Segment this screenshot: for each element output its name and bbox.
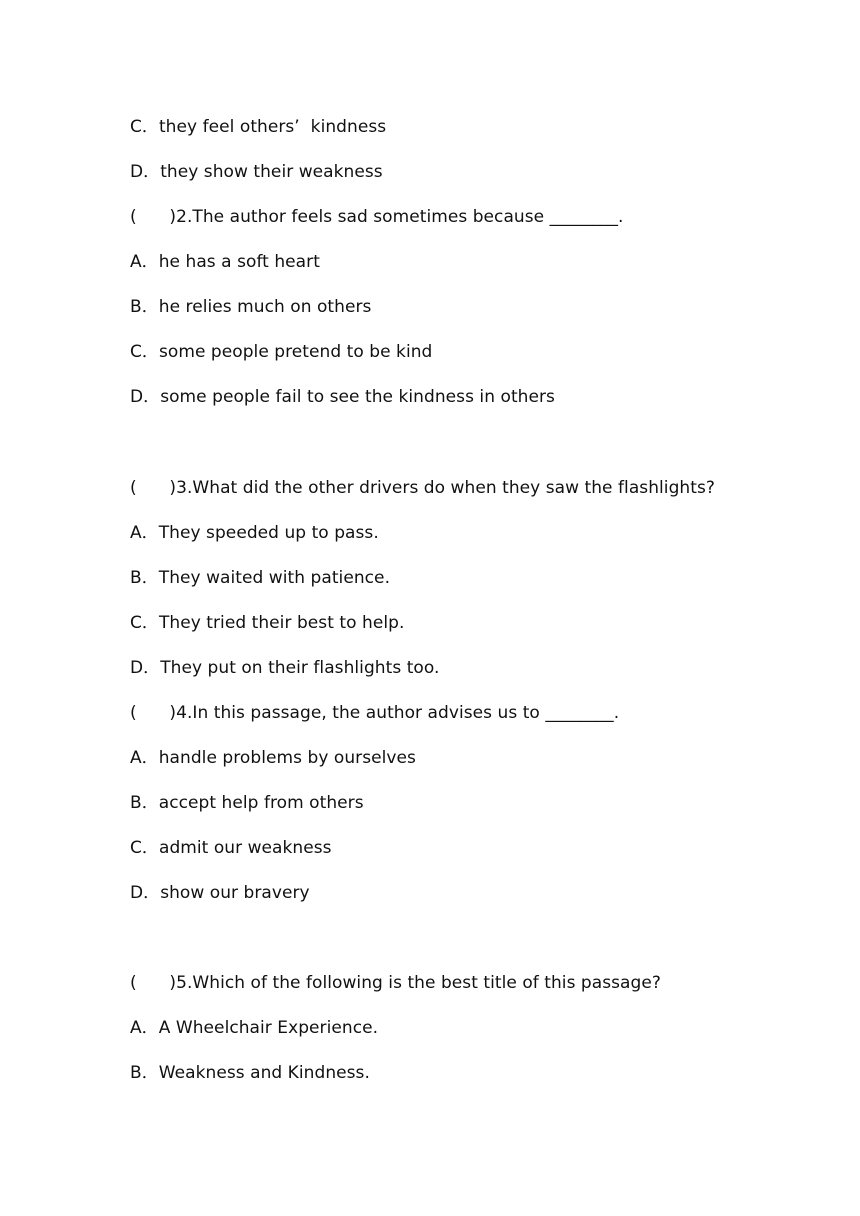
question-4: ( )4.In this passage, the author advises us to ________.	[130, 703, 620, 723]
q4-option-b: B．accept help from others	[130, 793, 364, 813]
q3-option-c: C．They tried their best to help.	[130, 613, 405, 633]
q4-option-d: D．show our bravery	[130, 883, 310, 903]
q2-option-a: A．he has a soft heart	[130, 252, 320, 272]
question-5: ( )5.Which of the following is the best title of this passage?	[130, 973, 661, 993]
q5-option-a: A．A Wheelchair Experience.	[130, 1018, 379, 1038]
q2-option-d: D．some people fail to see the kindness in others	[130, 387, 555, 407]
q5-option-b: B．Weakness and Kindness.	[130, 1063, 370, 1083]
question-3: ( )3.What did the other drivers do when they saw the flashlights?	[130, 478, 715, 498]
q2-option-c: C．some people pretend to be kind	[130, 342, 433, 362]
q4-option-c: C．admit our weakness	[130, 838, 332, 858]
q3-option-a: A．They speeded up to pass.	[130, 523, 379, 543]
q3-option-d: D．They put on their flashlights too.	[130, 658, 440, 678]
q4-option-a: A．handle problems by ourselves	[130, 748, 416, 768]
question-2: ( )2.The author feels sad sometimes because ________.	[130, 207, 624, 227]
q3-option-b: B．They waited with patience.	[130, 568, 391, 588]
q1-option-c: C．they feel others’ kindness	[130, 117, 387, 137]
q1-option-d: D．they show their weakness	[130, 162, 383, 182]
q2-option-b: B．he relies much on others	[130, 297, 372, 317]
